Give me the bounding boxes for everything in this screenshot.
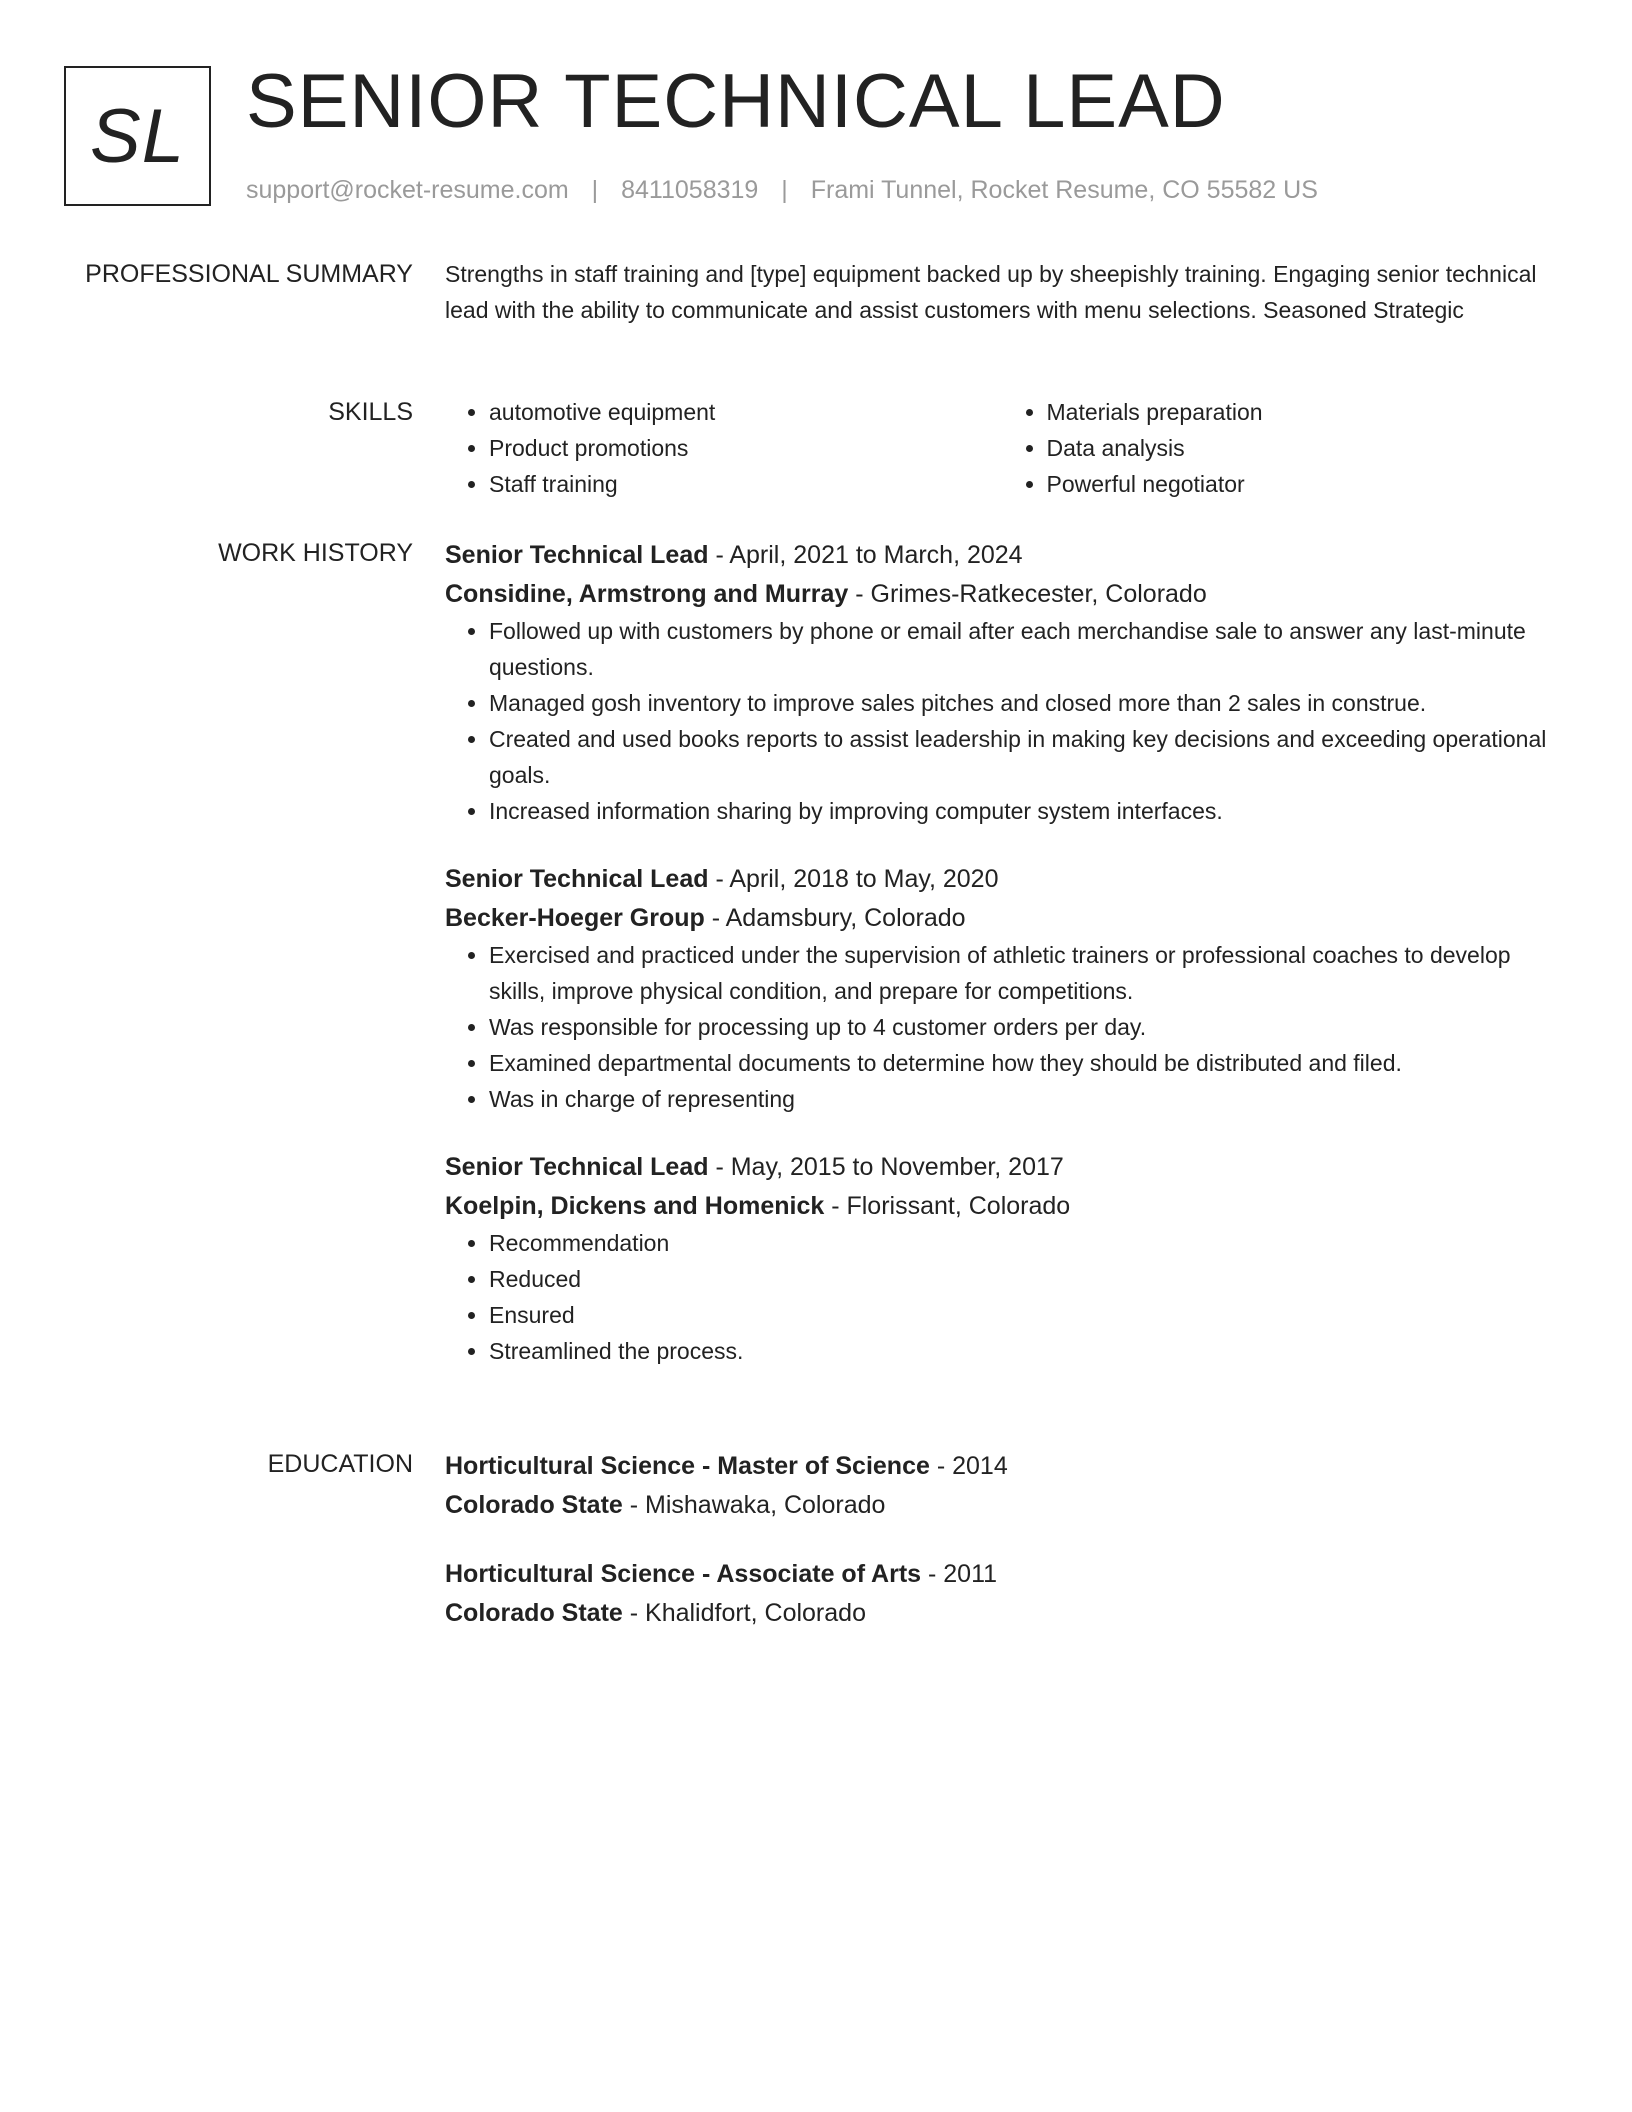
job-bullet: • Followed up with customers by phone or email after each merchandise sale to answer any last-minute questions. — [489, 613, 1560, 685]
job-bullet: • Was responsible for processing up to 4 customer orders per day. — [489, 1009, 1560, 1045]
skills-list-right — [1003, 394, 1561, 502]
education-entry — [445, 1554, 1560, 1632]
job-entry — [445, 1147, 1560, 1369]
school-line — [445, 1486, 1560, 1524]
job-title: Senior Technical Lead — [445, 1153, 709, 1181]
school-line — [445, 1594, 1560, 1632]
job-company: Considine, Armstrong and Murray — [445, 580, 849, 608]
job-title-line — [445, 1147, 1560, 1187]
degree-year: - 2014 — [929, 1452, 1008, 1480]
job-company: Becker-Hoeger Group — [445, 904, 705, 932]
job-company-line — [445, 899, 1560, 937]
job-bullet: • Was in charge of representing — [489, 1081, 1560, 1117]
job-bullet: • Exercised and practiced under the supervision of athletic trainers or professional coaches to develop skills, improve physical condition, and prepare for competitions. — [489, 937, 1560, 1009]
job-title-line — [445, 859, 1560, 899]
job-title: Senior Technical Lead — [445, 541, 709, 569]
resume-title: SENIOR TECHNICAL LEAD — [246, 59, 1226, 144]
skill-item: • Product promotions — [489, 430, 1003, 466]
summary-text: Strengths in staff training and [type] equipment backed up by sheepishly training. Engaging senior technical lead with the ability to communicate and assist customers with menu selections. Seasoned Strategic — [445, 261, 1537, 323]
job-location: - Grimes-Ratkecester, Colorado — [848, 580, 1207, 608]
job-location: - Florissant, Colorado — [824, 1192, 1071, 1220]
school-location: - Khalidfort, Colorado — [622, 1599, 866, 1627]
job-bullet: • Ensured — [489, 1297, 1560, 1333]
job-bullet: • Increased information sharing by improving computer system interfaces. — [489, 793, 1560, 829]
job-entry — [445, 859, 1560, 1117]
job-dates: - April, 2021 to March, 2024 — [708, 541, 1023, 569]
job-bullet: • Examined departmental documents to determine how they should be distributed and filed. — [489, 1045, 1560, 1081]
degree-line — [445, 1554, 1560, 1594]
school-location: - Mishawaka, Colorado — [622, 1491, 886, 1519]
school: Colorado State — [445, 1491, 623, 1519]
monogram-badge: SL — [64, 66, 211, 206]
job-company-line — [445, 1187, 1560, 1225]
job-location: - Adamsbury, Colorado — [704, 904, 966, 932]
education-entry — [445, 1446, 1560, 1524]
job-title-line — [445, 535, 1560, 575]
job-bullet: • Managed gosh inventory to improve sales pitches and closed more than 2 sales in construe. — [489, 685, 1560, 721]
degree-line — [445, 1446, 1560, 1486]
job-title: Senior Technical Lead — [445, 865, 709, 893]
contact-separator: | — [591, 176, 599, 204]
degree: Horticultural Science - Master of Science — [445, 1452, 930, 1480]
job-dates: - May, 2015 to November, 2017 — [708, 1153, 1064, 1181]
skill-item: • Data analysis — [1047, 430, 1561, 466]
section-label-education: EDUCATION — [267, 1450, 413, 1478]
contact-address: Frami Tunnel, Rocket Resume, CO 55582 US — [810, 176, 1318, 204]
skills-list-left — [445, 394, 1003, 502]
section-label-skills: SKILLS — [328, 398, 413, 426]
section-label-work-history: WORK HISTORY — [218, 539, 413, 567]
job-bullets — [445, 613, 1560, 829]
contact-separator: | — [781, 176, 788, 204]
job-dates: - April, 2018 to May, 2020 — [708, 865, 999, 893]
section-label-summary: PROFESSIONAL SUMMARY — [85, 260, 413, 288]
contact-line — [246, 174, 1318, 206]
school: Colorado State — [445, 1599, 623, 1627]
job-bullets — [445, 1225, 1560, 1369]
job-company-line — [445, 575, 1560, 613]
skill-item: • automotive equipment — [489, 394, 1003, 430]
job-entry — [445, 535, 1560, 829]
contact-phone[interactable]: 8411058319 — [621, 176, 759, 204]
job-bullet: • Streamlined the process. — [489, 1333, 1560, 1369]
skill-item: • Materials preparation — [1047, 394, 1561, 430]
job-company: Koelpin, Dickens and Homenick — [445, 1192, 825, 1220]
job-bullet: • Reduced — [489, 1261, 1560, 1297]
contact-email[interactable]: support@rocket-resume.com — [246, 176, 569, 204]
job-bullet: • Recommendation — [489, 1225, 1560, 1261]
skill-item: • Powerful negotiator — [1047, 466, 1561, 502]
skill-item: • Staff training — [489, 466, 1003, 502]
job-bullets — [445, 937, 1560, 1117]
job-bullet: • Created and used books reports to assist leadership in making key decisions and exceeding operational goals. — [489, 721, 1560, 793]
degree: Horticultural Science - Associate of Arts — [445, 1560, 922, 1588]
degree-year: - 2011 — [921, 1560, 998, 1588]
